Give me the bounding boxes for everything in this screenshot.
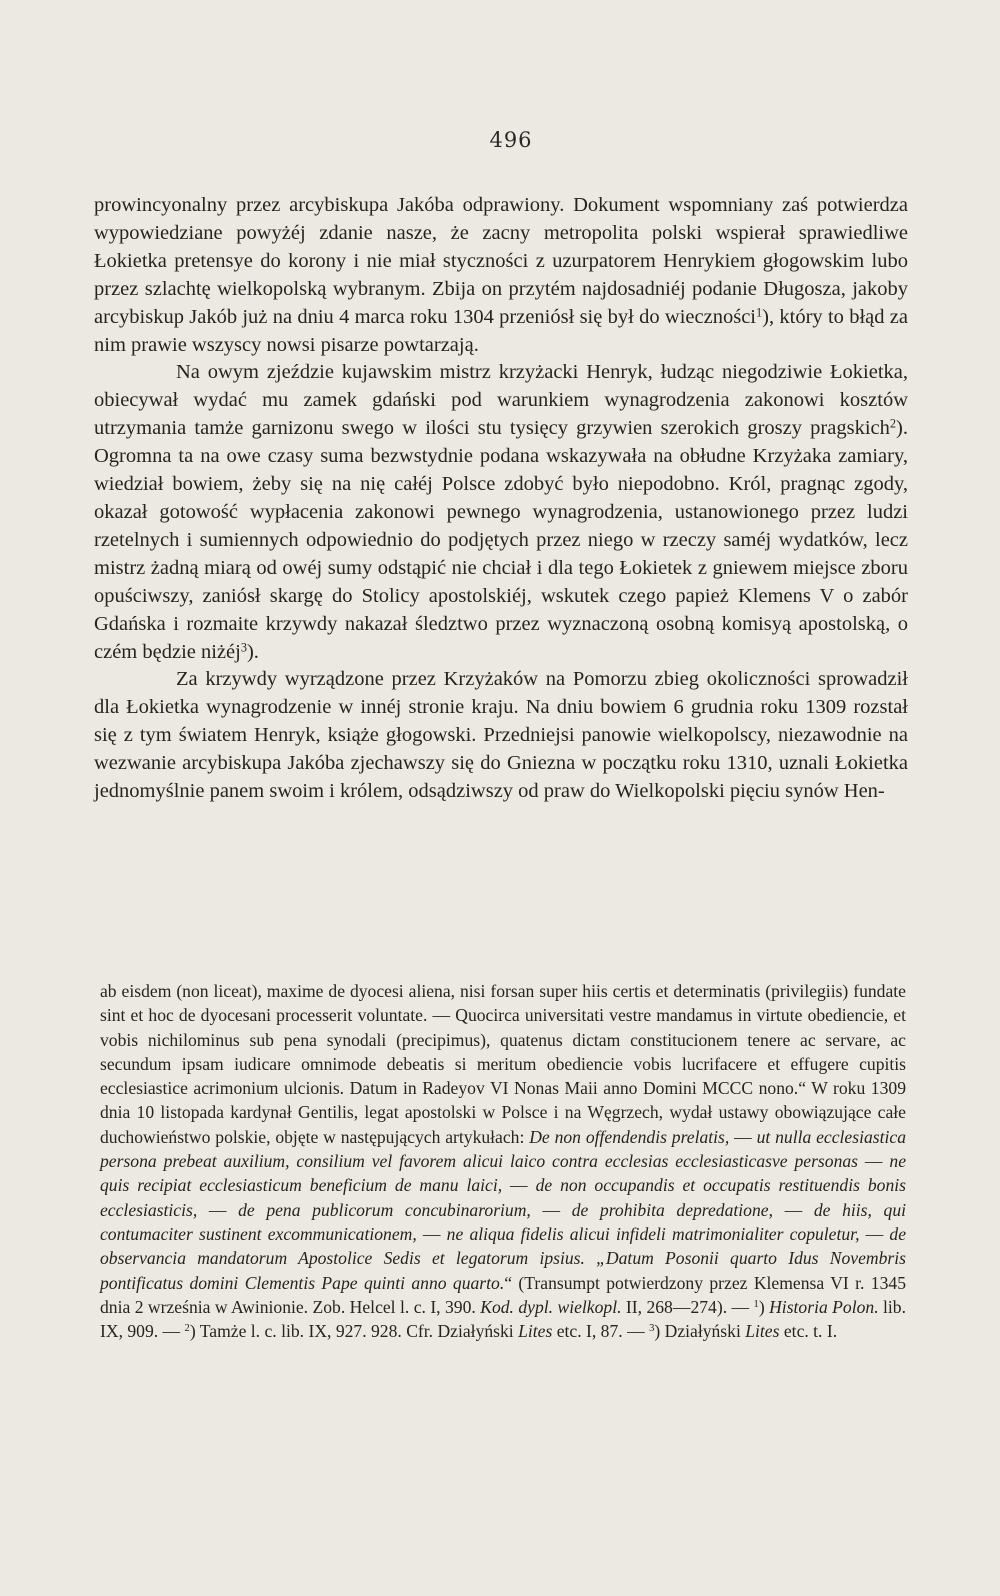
main-text (94, 192, 908, 806)
footnote-text: etc. t. I. (779, 1321, 838, 1342)
footnote-block (100, 979, 906, 1343)
footnote-italic: De non offendendis prelatis, (529, 1126, 730, 1147)
footnote-text: — (729, 1126, 757, 1147)
footnote-text: — (530, 1199, 572, 1220)
footnote-text: II, 268—274). — (621, 1296, 754, 1317)
footnote-marker-2: 2 (184, 1323, 190, 1335)
text-run: Na owym zjeździe kujawskim mistrz krzyżacki Henryk, łudząc niegodziwie Łokietka, obiecywał wydać mu zamek gdański pod warunkiem wynagrodzenia zakonowi kosztów utrzymania tamże garnizonu swego w ilości stu tysięcy grzywien szerokich groszy pragskich (94, 361, 908, 440)
text-run: prowincyonalny przez arcybiskupa Jakóba odprawiony. Dokument wspomniany zaś potwierdza wypowiedziane powyżéj zdanie nasze, że zacny metropolita polski wspierał sprawiedliwe Łokietka pretensye do korony i nie miał styczności z uzurpatorem Henrykiem głogowskim lubo przez szlachtę wielkopolską wybranym. Zbija on przytém najdosadniéj podanie Długosza, jakoby arcybiskup Jakób już na dniu 4 marca roku 1304 przeniósł się był do wieczności (94, 194, 908, 328)
text-run: ). (246, 640, 259, 663)
footnote-text: — (416, 1223, 447, 1244)
footnote-ref-1: 1 (756, 304, 763, 319)
footnote-italic: Lites (518, 1321, 553, 1342)
footnote-italic: de observancia mandatorum Apostolice Sedis et legatorum ipsius. „Datum Posonii quarto Idus Novembris pontificatus domini Clementis Pape quinti anno quarto. (100, 1223, 907, 1293)
footnote-italic: de pena publicorum concubinarorium, (238, 1199, 531, 1220)
footnote-text: — (858, 1151, 890, 1172)
text-run: ). Ogromna ta na owe czasy suma bezwstydnie podana wskazywała na obłudne Krzyżaka zamiary, wiedział bowiem, żeby się na nię całéj Polsce zdobyć było niepodobno. Król, pragnąc zgody, okazał gotowość wypłacenia zakonowi pewnego wynagrodzenia, ustanowionego przez ludzi rzetelnych i sumiennych odpowiednio do podjętych przez niego w rzeczy saméj wydatków, lecz mistrz żadną miarą od owéj sumy odstąpić nie chciał i dla tego Łokietek z gniewem miejsce zboru opuściwszy, zaniósł skargę do Stolicy apostolskiéj, wskutek czego papież Klemens V o zabór Gdańska i rozmaite krzywdy nakazał śledztwo przez wyznaczoną osobną komisyą apostolską, o czém będzie niżéj (94, 417, 908, 663)
footnote-ref-3: 3 (240, 639, 247, 654)
footnote-text: ) (758, 1296, 770, 1317)
footnote-italic: ne quis recipiat ecclesiasticum beneficium de manu laici, (100, 1151, 906, 1196)
footnote-text: ab eisdem (non liceat), maxime de dyocesi aliena, nisi forsan super hiis certis et determinatis (privilegiis) fundate sint et hoc de dyocesani processerit voluntate. — Quocirca universitati vestre mandamus in virtute obediencie, et vobis nichilominus sub pena synodali (precipimus), quatenus dictam constitucionem tenere ac servare, ac secundum ipsam iudicare omnimode debeatis si meritum obediencie vobis lucrifacere et effugere cupitis ecclesiastice acrimonium ulcionis. Datum in Radeyov VI Nonas Maii anno Domini MCCC nono.“ W roku 1309 dnia 10 listopada kardynał Gentilis, legat apostolski w Polsce i na Węgrzech, wydał ustawy obowiązujące całe duchowieństwo polskie, objęte w następujących artykułach: (100, 981, 906, 1147)
footnote-italic: de prohibita depredatione, (571, 1199, 773, 1220)
footnote-marker-3: 3 (649, 1323, 655, 1335)
page-number: 496 (489, 128, 533, 152)
footnote-italic: Kod. dypl. wielkopl. (480, 1296, 622, 1317)
paragraph (94, 359, 908, 666)
footnote-ref-2: 2 (889, 416, 897, 431)
footnotes (100, 979, 906, 1343)
footnote-text: “ (Transumpt potwierdzony przez Klemensa VI r. 1345 dnia 2 września w Awinionie. Zob. Helcel l. c. I, 390. (100, 1272, 906, 1317)
paragraph: Za krzywdy wyrządzone przez Krzyżaków na Pomorzu zbieg okoliczności sprowadził dla Łokietka wynagrodzenie w innéj stronie kraju. Na dniu bowiem 6 grudnia roku 1309 rozstał się z tym światem Henryk, książe głogowski. Przedniejsi panowie wielkopolscy, niezawodnie na wezwanie arcybiskupa Jakóba zjechawszy się do Gniezna w początku roku 1310, uznali Łokietka jednomyślnie panem swoim i królem, odsądziwszy od praw do Wielkopolski pięciu synów Hen- (94, 668, 908, 803)
footnote-italic: ne aliqua fidelis alicui infideli matrimonialiter copuletur, (446, 1223, 860, 1244)
footnote-text: — (502, 1175, 536, 1196)
footnote-italic: ut nulla ecclesiastica persona prebeat auxilium, consilium vel favorem alicui laico contra ecclesias ecclesiasticasve personas (100, 1126, 907, 1172)
text-run: ), który to błąd za nim prawie wszyscy nowsi pisarze powtarzają. (94, 305, 908, 356)
footnote-text: — (859, 1223, 890, 1244)
footnote-text: — (772, 1199, 814, 1220)
footnote-text: lib. IX, 909. — (100, 1296, 907, 1342)
footnote-text: — (197, 1199, 239, 1220)
footnote-marker-1: 1 (753, 1299, 759, 1311)
footnote-italic: de hiis, qui contumaciter sustinent excommunicationem, (100, 1199, 907, 1244)
paragraph (94, 192, 908, 359)
footnote-text: etc. I, 87. — (552, 1321, 650, 1342)
footnote-italic: de non occupandis et occupatis restituendis bonis ecclesiasticis, (100, 1175, 906, 1220)
footnote-italic: Lites (745, 1321, 780, 1342)
footnote-text: ) Tamże l. c. lib. IX, 927. 928. Cfr. Działyński (189, 1321, 519, 1342)
footnote-italic: Historia Polon. (769, 1296, 879, 1317)
footnote-text: ) Działyński (654, 1321, 746, 1342)
